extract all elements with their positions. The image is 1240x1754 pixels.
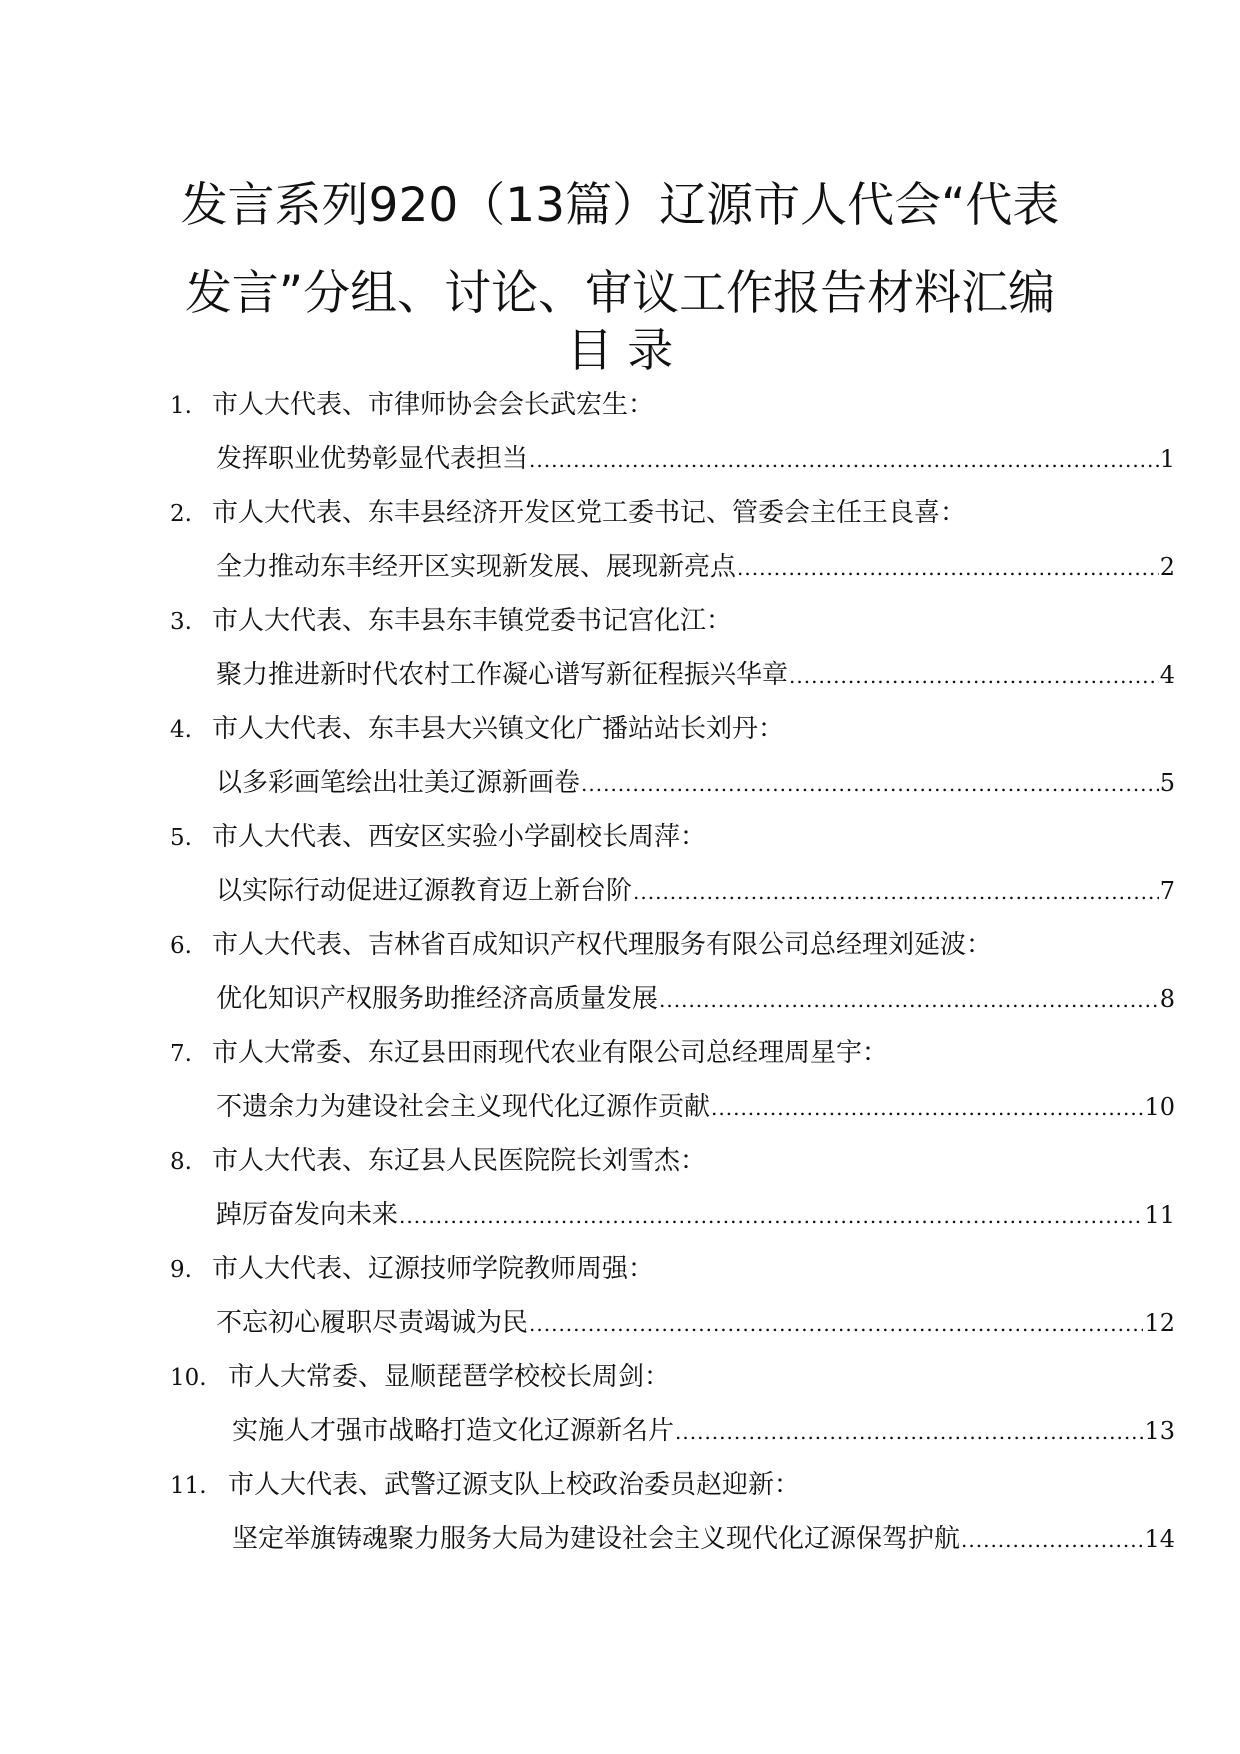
- toc-entry-page: 5: [1159, 769, 1175, 797]
- toc-entry-title: 不遗余力为建设社会主义现代化辽源作贡献: [216, 1092, 711, 1122]
- toc-entry-2[interactable]: [170, 486, 1175, 594]
- toc-leader-dots: [711, 1081, 1143, 1135]
- toc-entry-title: 实施人才强市战略打造文化辽源新名片: [232, 1416, 675, 1446]
- toc-leader-dots: [399, 1189, 1143, 1243]
- toc-entry-speaker: 市人大常委、东辽县田雨现代农业有限公司总经理周星宇：: [212, 1038, 889, 1068]
- toc-entry-number: 4.: [170, 717, 192, 743]
- toc-entry-number: 9.: [170, 1257, 192, 1283]
- toc-entry-speaker: 市人大代表、东丰县经济开发区党工委书记、管委会主任王良喜：: [212, 498, 967, 528]
- toc-entry-page: 12: [1144, 1309, 1175, 1337]
- toc-entry-speaker: 市人大代表、西安区实验小学副校长周萍：: [212, 822, 707, 852]
- toc-entry-speaker: 市人大常委、显顺琵琶学校校长周剑：: [228, 1362, 671, 1392]
- toc-entry-speaker: 市人大代表、吉林省百成知识产权代理服务有限公司总经理刘延波：: [212, 930, 993, 960]
- toc-entry-page: 14: [1144, 1525, 1175, 1553]
- toc-entry-number: 5.: [170, 825, 192, 851]
- toc-entry-number: 6.: [170, 933, 192, 959]
- toc-entry-speaker: 市人大代表、辽源技师学院教师周强：: [212, 1254, 655, 1284]
- toc-entry-page: 13: [1144, 1417, 1175, 1445]
- toc-entry-title: 发挥职业优势彰显代表担当: [216, 444, 529, 474]
- title-line-1: 发言系列920（13篇）辽源市人代会“代表: [180, 178, 1060, 233]
- toc-entry-number: 8.: [170, 1149, 192, 1175]
- toc-entry-page: 2: [1159, 553, 1175, 581]
- toc-entry-title: 以实际行动促进辽源教育迈上新台阶: [216, 876, 633, 906]
- toc-entry-speaker: 市人大代表、武警辽源支队上校政治委员赵迎新：: [228, 1470, 801, 1500]
- title-line-2: 发言”分组、讨论、审议工作报告材料汇编: [184, 266, 1056, 321]
- toc-entry-title: 优化知识产权服务助推经济高质量发展: [216, 984, 659, 1014]
- toc-entry-title: 踔厉奋发向未来: [216, 1200, 399, 1230]
- toc-heading: 目 录: [566, 323, 674, 377]
- toc-entry-10[interactable]: [170, 1350, 1175, 1458]
- toc-entry-page: 11: [1144, 1201, 1175, 1229]
- toc-entry-8[interactable]: [170, 1134, 1175, 1242]
- toc-leader-dots: [675, 1405, 1143, 1459]
- toc-entry-page: 8: [1159, 985, 1175, 1013]
- toc-entry-number: 7.: [170, 1041, 192, 1067]
- toc-entry-number: 1.: [170, 393, 192, 419]
- toc-leader-dots: [961, 1513, 1143, 1567]
- toc-entry-title: 以多彩画笔绘出壮美辽源新画卷: [216, 768, 581, 798]
- toc-entry-title: 全力推动东丰经开区实现新发展、展现新亮点: [216, 552, 737, 582]
- toc-entry-speaker: 市人大代表、市律师协会会长武宏生：: [212, 390, 655, 420]
- toc-entry-page: 10: [1144, 1093, 1175, 1121]
- toc-entry-page: 4: [1159, 661, 1175, 689]
- toc-entry-6[interactable]: [170, 918, 1175, 1026]
- toc-entry-title: 坚定举旗铸魂聚力服务大局为建设社会主义现代化辽源保驾护航: [232, 1524, 961, 1554]
- toc-leader-dots: [581, 757, 1159, 811]
- toc-leader-dots: [659, 973, 1159, 1027]
- toc-leader-dots: [789, 649, 1159, 703]
- toc-entry-number: 10.: [170, 1365, 207, 1391]
- toc-entry-title: 聚力推进新时代农村工作凝心谱写新征程振兴华章: [216, 660, 789, 690]
- toc-entry-11[interactable]: [170, 1458, 1175, 1566]
- toc-entry-page: 7: [1159, 877, 1175, 905]
- toc-entry-7[interactable]: [170, 1026, 1175, 1134]
- document-title: [150, 162, 1090, 338]
- toc-entry-number: 3.: [170, 609, 192, 635]
- toc-entry-speaker: 市人大代表、东丰县大兴镇文化广播站站长刘丹：: [212, 714, 785, 744]
- toc-entry-speaker: 市人大代表、东丰县东丰镇党委书记宫化江：: [212, 606, 733, 636]
- table-of-contents: [170, 378, 1175, 1566]
- toc-entry-page: 1: [1159, 445, 1175, 473]
- toc-leader-dots: [633, 865, 1159, 919]
- toc-entry-number: 11.: [170, 1473, 207, 1499]
- toc-entry-5[interactable]: [170, 810, 1175, 918]
- toc-entry-number: 2.: [170, 501, 192, 527]
- toc-entry-3[interactable]: [170, 594, 1175, 702]
- toc-leader-dots: [529, 1297, 1143, 1351]
- toc-entry-1[interactable]: [170, 378, 1175, 486]
- toc-leader-dots: [737, 541, 1159, 595]
- toc-entry-9[interactable]: [170, 1242, 1175, 1350]
- toc-entry-title: 不忘初心履职尽责竭诚为民: [216, 1308, 529, 1338]
- toc-entry-speaker: 市人大代表、东辽县人民医院院长刘雪杰：: [212, 1146, 707, 1176]
- toc-leader-dots: [529, 433, 1159, 487]
- toc-entry-4[interactable]: [170, 702, 1175, 810]
